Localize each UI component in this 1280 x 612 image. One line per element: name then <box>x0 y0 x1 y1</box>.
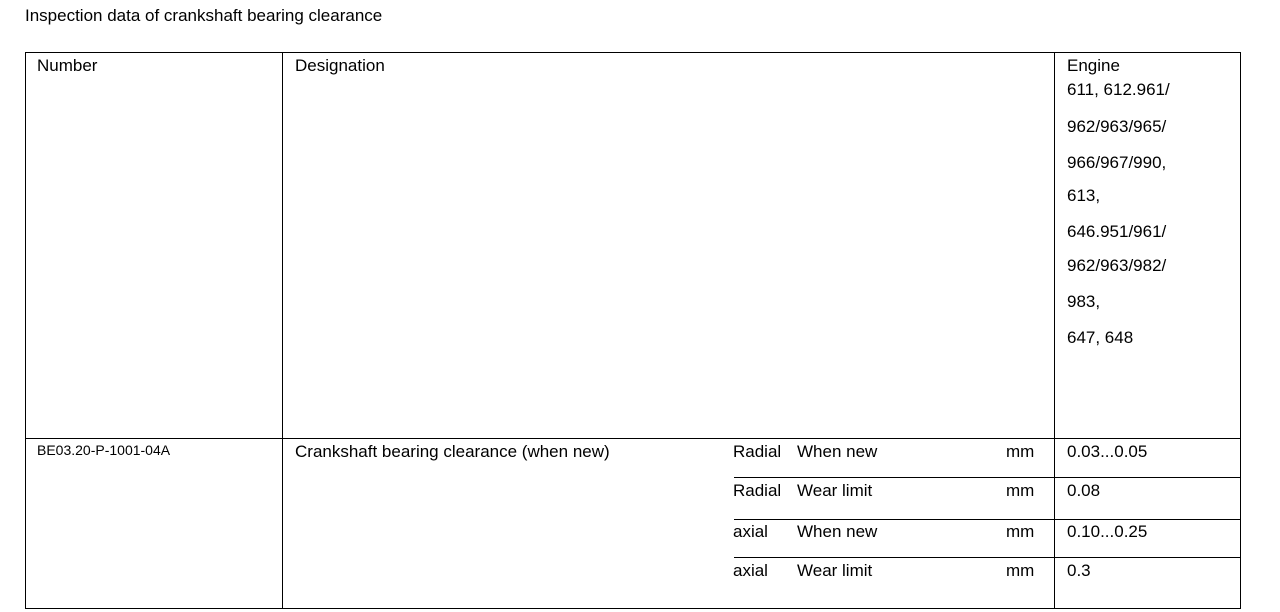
item-value: 0.08 <box>1067 481 1101 500</box>
row-designation: Crankshaft bearing clearance (when new) <box>295 442 610 461</box>
item-unit: mm <box>1006 561 1035 580</box>
item-direction: Radial <box>733 481 782 500</box>
item-value: 0.10...0.25 <box>1067 522 1148 541</box>
item-condition: Wear limit <box>797 561 873 580</box>
item-unit: mm <box>1006 481 1035 500</box>
engine-line: 613, <box>1067 186 1101 205</box>
item-value: 0.3 <box>1067 561 1091 580</box>
header-number: Number <box>37 56 98 75</box>
item-condition: Wear limit <box>797 481 873 500</box>
row-number: BE03.20-P-1001-04A <box>37 442 171 458</box>
engine-line: 983, <box>1067 292 1101 311</box>
item-divider-1 <box>734 477 1240 478</box>
header-designation: Designation <box>295 56 385 75</box>
column-divider-number <box>282 53 283 608</box>
header-divider <box>26 438 1240 439</box>
document-title: Inspection data of crankshaft bearing clearance <box>25 6 383 25</box>
engine-line: 646.951/961/ <box>1067 222 1167 241</box>
header-engine: Engine <box>1067 56 1120 75</box>
column-divider-engine <box>1054 53 1055 608</box>
item-direction: axial <box>733 522 768 541</box>
item-condition: When new <box>797 522 878 541</box>
engine-line: 647, 648 <box>1067 328 1134 347</box>
item-direction: axial <box>733 561 768 580</box>
item-divider-2 <box>734 519 1240 520</box>
item-condition: When new <box>797 442 878 461</box>
item-direction: Radial <box>733 442 782 461</box>
item-divider-3 <box>734 557 1240 558</box>
item-value: 0.03...0.05 <box>1067 442 1148 461</box>
engine-line: 966/967/990, <box>1067 153 1167 172</box>
inspection-table <box>25 52 1241 609</box>
engine-line: 962/963/965/ <box>1067 117 1167 136</box>
engine-line: 962/963/982/ <box>1067 256 1167 275</box>
engine-line: 611, 612.961/ <box>1067 80 1170 99</box>
item-unit: mm <box>1006 442 1035 461</box>
item-unit: mm <box>1006 522 1035 541</box>
